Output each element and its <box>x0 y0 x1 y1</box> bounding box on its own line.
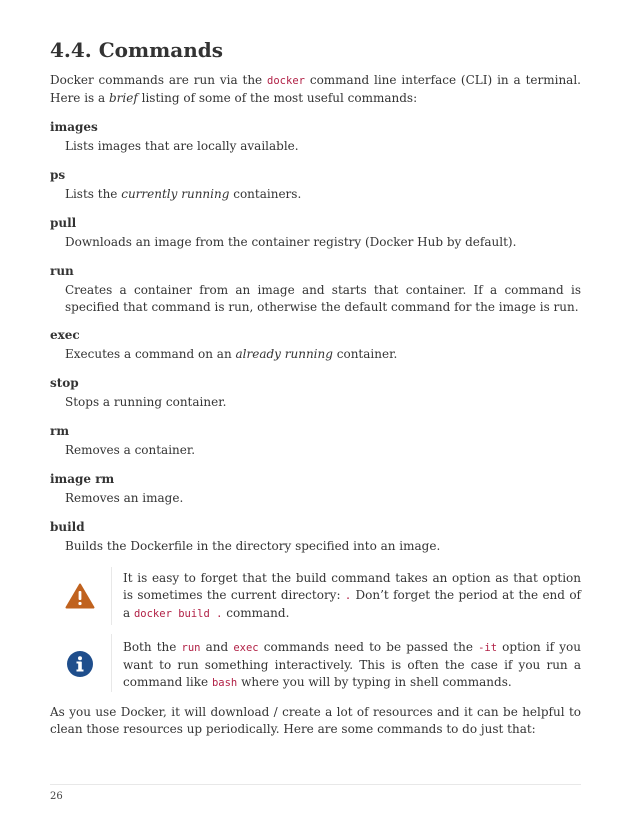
warning-divider <box>111 567 112 625</box>
desc-ps <box>65 186 581 203</box>
desc-pull: Downloads an image from the container registry (Docker Hub by default). <box>65 235 517 249</box>
warning-admonition <box>50 567 581 625</box>
inline-code-dot: . <box>344 590 352 602</box>
term-images: images <box>50 120 98 134</box>
inline-code-docker-build: docker build . <box>133 608 223 620</box>
warning-text-2: Don’t forget the period at the end of a <box>123 588 581 620</box>
note-text-5: where you will by typing in shell commands. <box>237 675 512 689</box>
inline-code-it: -it <box>478 642 498 654</box>
term-rm: rm <box>50 424 70 438</box>
term-image-rm: image rm <box>50 472 115 486</box>
note-icon-cell <box>50 650 110 678</box>
desc-exec-emphasis: already running <box>235 347 333 361</box>
info-icon <box>66 650 94 678</box>
intro-text-1: Docker commands are run via the <box>50 73 268 87</box>
term-build: build <box>50 520 85 534</box>
inline-code-docker: docker <box>267 75 305 87</box>
note-text <box>123 639 581 692</box>
desc-exec-text-1: Executes a command on an <box>65 347 236 361</box>
term-exec: exec <box>50 328 80 342</box>
note-text-3: commands need to be passed the <box>258 640 479 654</box>
inline-code-exec: exec <box>233 642 259 654</box>
note-admonition <box>50 634 581 692</box>
term-pull: pull <box>50 216 77 230</box>
desc-run: Creates a container from an image and starts that container. If a command is specified that command is run, otherwise the default command for the image is run. <box>65 283 581 314</box>
intro-paragraph <box>50 72 581 107</box>
section-heading: 4.4. Commands <box>50 38 224 62</box>
intro-text-3: listing of some of the most useful commands: <box>137 91 418 105</box>
desc-ps-text-2: containers. <box>229 187 302 201</box>
warning-text-3: command. <box>222 606 290 620</box>
warning-triangle-icon <box>65 583 95 609</box>
desc-exec <box>65 346 581 363</box>
page-number: 26 <box>50 791 63 802</box>
note-divider <box>111 634 112 692</box>
term-ps: ps <box>50 168 66 182</box>
desc-stop: Stops a running container. <box>65 395 227 409</box>
note-text-4: option if you want to run something interactively. This is often the case if you run a command like <box>123 640 581 689</box>
note-text-1: Both the <box>123 640 182 654</box>
intro-text-2: command line interface (CLI) in a terminal. Here is a <box>50 73 581 105</box>
desc-images: Lists images that are locally available. <box>65 139 299 153</box>
term-run: run <box>50 264 74 278</box>
intro-emphasis: brief <box>109 91 138 105</box>
footer-divider <box>50 784 581 785</box>
inline-code-bash: bash <box>211 677 238 689</box>
warning-text-1: It is easy to forget that the build command takes an option as that option is sometimes the current directory: <box>123 571 581 602</box>
desc-build: Builds the Dockerfile in the directory specified into an image. <box>65 539 441 553</box>
warning-text <box>123 570 581 623</box>
desc-rm: Removes a container. <box>65 443 196 457</box>
inline-code-run: run <box>181 642 201 654</box>
desc-ps-emphasis: currently running <box>121 187 230 201</box>
desc-ps-text-1: Lists the <box>65 187 122 201</box>
desc-exec-text-2: container. <box>332 347 398 361</box>
outro-paragraph: As you use Docker, it will download / create a lot of resources and it can be helpful to clean those resources up periodically. Here are some commands to do just that: <box>50 705 581 736</box>
note-text-2: and <box>200 640 234 654</box>
term-stop: stop <box>50 376 79 390</box>
desc-image-rm: Removes an image. <box>65 491 184 505</box>
warning-icon-cell <box>50 583 110 609</box>
